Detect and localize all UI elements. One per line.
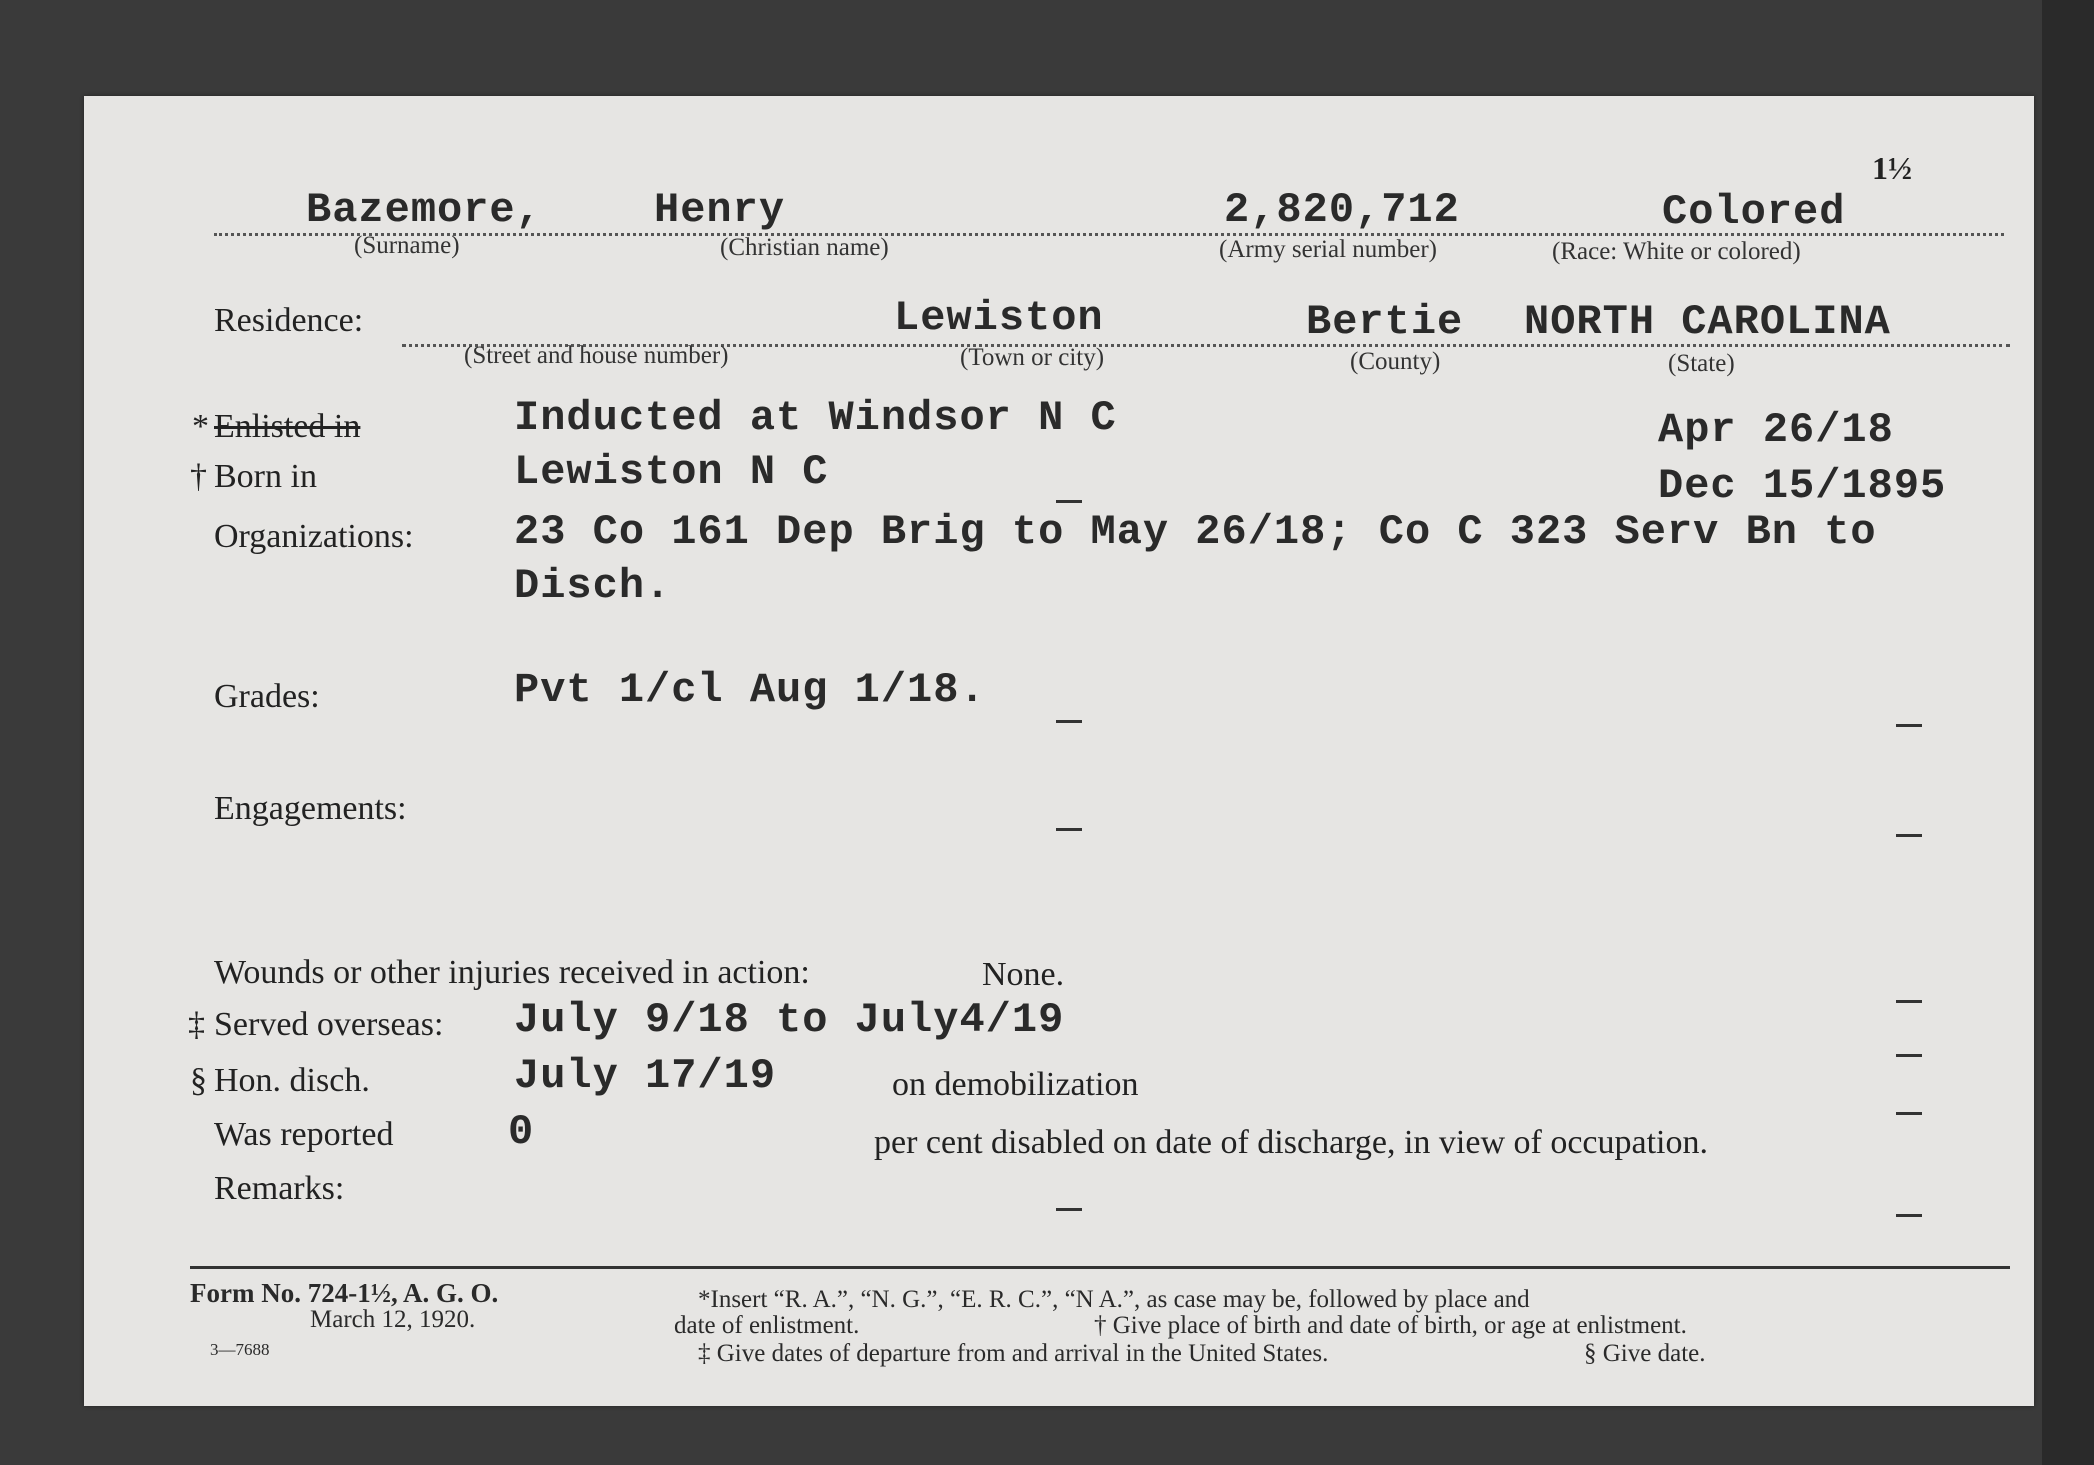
grades-dash-right: [1896, 724, 1922, 727]
organizations-label: Organizations:: [214, 518, 414, 555]
wounds-dash: [1896, 1000, 1922, 1003]
footnote-enlisted-1: *Insert “R. A.”, “N. G.”, “E. R. C.”, “N A.”, as case may be, followed by place and: [698, 1286, 1530, 1313]
born-label: Born in: [214, 458, 317, 495]
enlisted-marker: *: [192, 408, 209, 445]
born-marker: †: [190, 458, 207, 495]
remarks-label: Remarks:: [214, 1170, 345, 1207]
served-overseas-value: July 9/18 to July4/19: [514, 996, 1065, 1044]
hon-disch-label: Hon. disch.: [214, 1062, 370, 1099]
footnote-enlisted-2: date of enlistment.: [674, 1312, 860, 1339]
christian-name-caption: (Christian name): [720, 234, 889, 261]
born-date: Dec 15/1895: [1658, 462, 1947, 510]
hon-disch-marker: §: [190, 1062, 207, 1099]
organizations-line2: Disch.: [514, 562, 672, 610]
serial-number-caption: (Army serial number): [1219, 236, 1437, 263]
enlisted-value: Inducted at Windsor N C: [514, 394, 1117, 442]
served-overseas-dash: [1896, 1054, 1922, 1057]
hon-disch-note: on demobilization: [892, 1066, 1139, 1103]
race-caption: (Race: White or colored): [1552, 238, 1801, 265]
wounds-label: Wounds or other injuries received in action:: [214, 954, 810, 991]
wounds-value: None.: [982, 956, 1065, 993]
county-caption: (County): [1350, 348, 1441, 375]
organizations-line1: 23 Co 161 Dep Brig to May 26/18; Co C 323 Serv Bn to: [514, 508, 1877, 556]
residence-label: Residence:: [214, 302, 364, 339]
born-value: Lewiston N C: [514, 448, 829, 496]
engagements-label: Engagements:: [214, 790, 407, 827]
surname-value: Bazemore,: [306, 186, 542, 234]
grades-label: Grades:: [214, 678, 320, 715]
service-record-card: [84, 96, 2034, 1406]
footnote-disch: § Give date.: [1584, 1340, 1706, 1367]
form-number: Form No. 724-1½, A. G. O.: [190, 1278, 499, 1308]
enlisted-date: Apr 26/18: [1658, 406, 1894, 454]
footer-rule: [190, 1266, 2010, 1269]
reported-value: 0: [508, 1108, 535, 1156]
scanner-background: [2042, 0, 2094, 1465]
footnote-overseas: ‡ Give dates of departure from and arrival in the United States.: [698, 1340, 1329, 1367]
engagements-dash-right: [1896, 834, 1922, 837]
served-overseas-marker: ‡: [188, 1006, 205, 1043]
remarks-dash-right: [1896, 1214, 1922, 1217]
served-overseas-label: Served overseas:: [214, 1006, 444, 1043]
serial-number-value: 2,820,712: [1224, 186, 1460, 234]
town-caption: (Town or city): [960, 344, 1105, 371]
born-dash: [1056, 500, 1082, 503]
hon-disch-dash: [1896, 1112, 1922, 1115]
form-date: March 12, 1920.: [310, 1306, 476, 1333]
town-value: Lewiston: [894, 294, 1104, 342]
street-caption: (Street and house number): [464, 342, 729, 369]
grades-dash-mid: [1056, 720, 1082, 723]
grades-value: Pvt 1/cl Aug 1/18.: [514, 666, 986, 714]
state-caption: (State): [1668, 350, 1735, 377]
card-number: 1½: [1872, 150, 1912, 186]
print-number: 3—7688: [210, 1340, 270, 1359]
reported-note: per cent disabled on date of discharge, in view of occupation.: [874, 1124, 1708, 1161]
christian-name-value: Henry: [654, 186, 786, 234]
engagements-dash-mid: [1056, 828, 1082, 831]
surname-caption: (Surname): [354, 232, 460, 259]
enlisted-label: Enlisted in: [214, 408, 361, 445]
race-value: Colored: [1662, 188, 1846, 236]
hon-disch-value: July 17/19: [514, 1052, 777, 1100]
state-value: NORTH CAROLINA: [1524, 298, 1891, 346]
county-value: Bertie: [1306, 298, 1464, 346]
reported-label: Was reported: [214, 1116, 394, 1153]
footnote-born: † Give place of birth and date of birth, or age at enlistment.: [1094, 1312, 1687, 1339]
remarks-dash-mid: [1056, 1208, 1082, 1211]
